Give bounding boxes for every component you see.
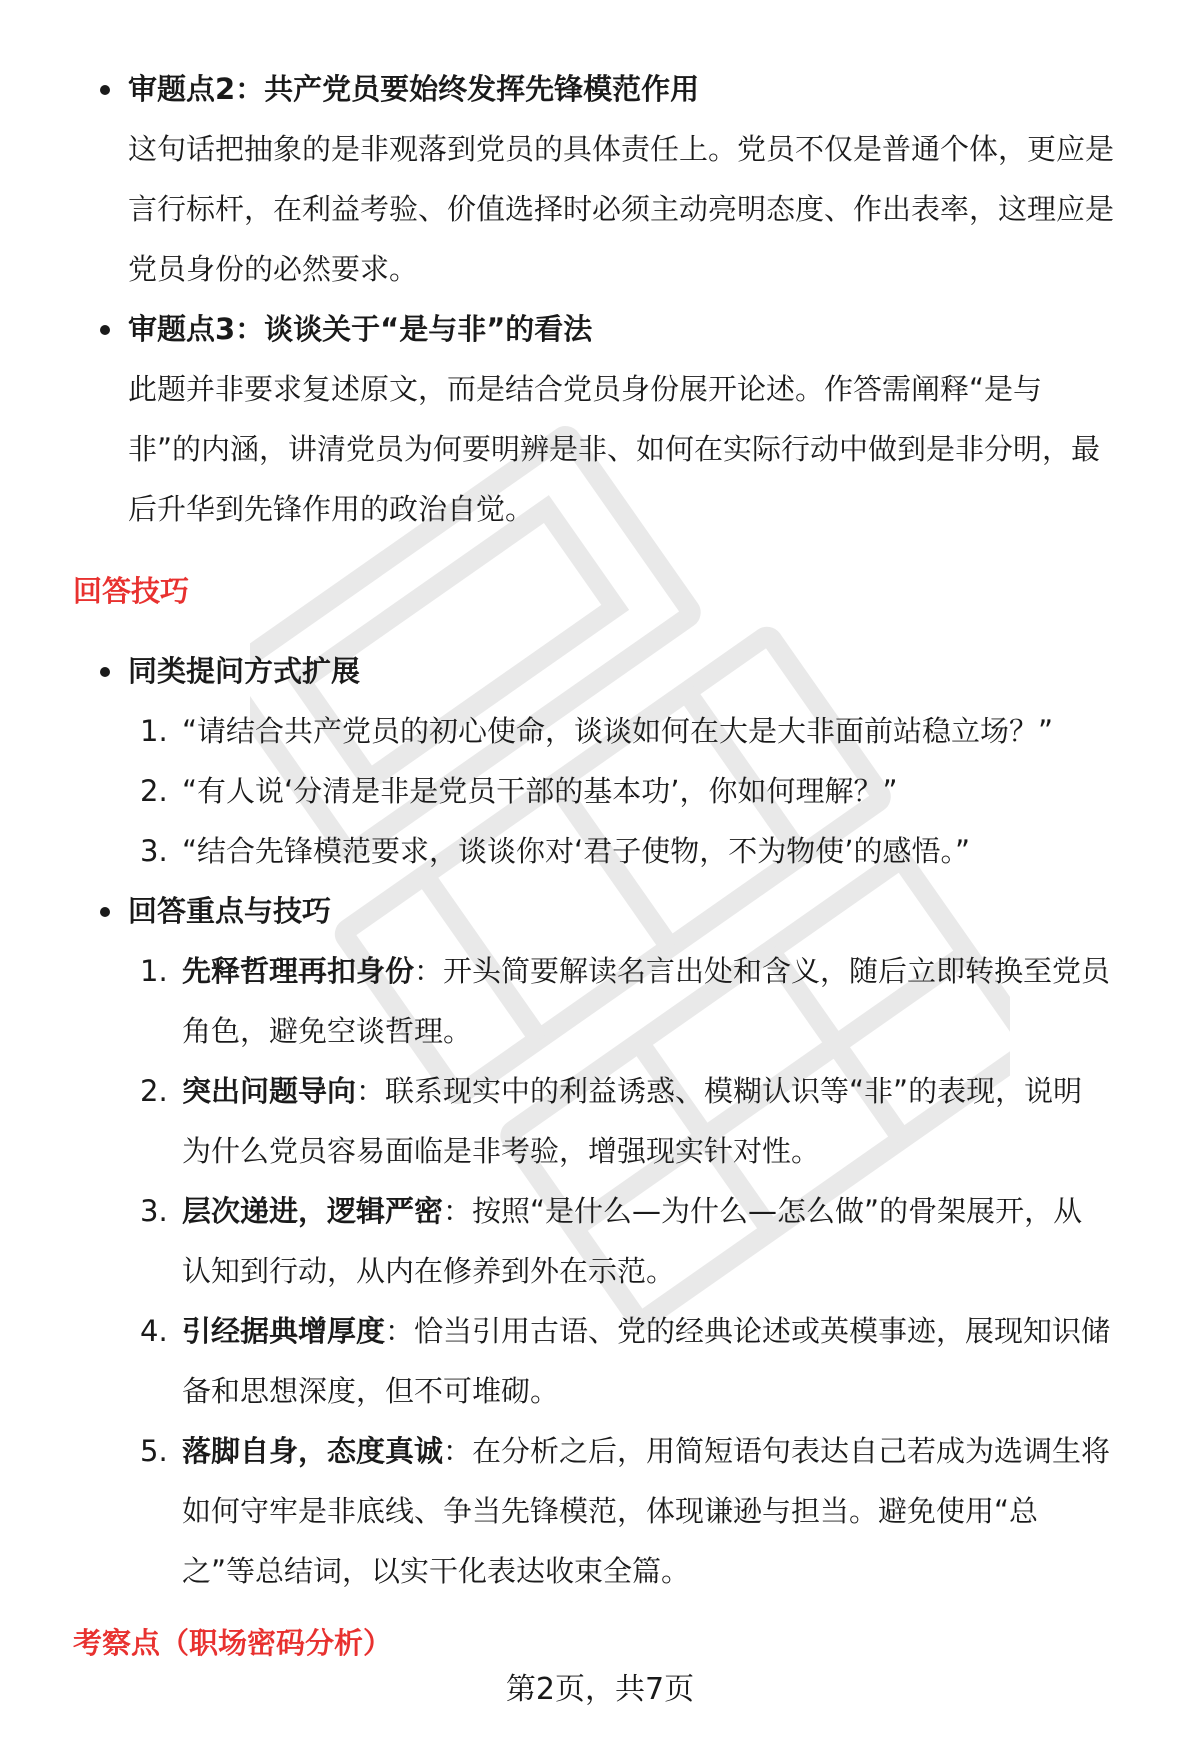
bullet-dot-icon bbox=[100, 325, 110, 335]
analysis-point-2-heading: 审题点2：共产党员要始终发挥先锋模范作用 bbox=[128, 59, 1138, 119]
bullet-dot-icon bbox=[100, 907, 110, 917]
tip-item: 2. 突出问题导向：联系现实中的利益诱惑、模糊认识等“非”的表现，说明 为什么党员容易面临是非考验，增强现实针对性。 bbox=[140, 1074, 1083, 1168]
analysis-point-3 bbox=[128, 299, 1138, 539]
analysis-point-2-line: 党员身份的必然要求。 bbox=[128, 252, 419, 286]
section-title-answer-tips: 回答技巧 bbox=[73, 574, 190, 608]
analysis-point-3-line: 非”的内涵，讲清党员为何要明辨是非、如何在实际行动中做到是非分明，最 bbox=[128, 432, 1101, 466]
tip-item: 3. 层次递进，逻辑严密：按照“是什么—为什么—怎么做”的骨架展开，从 认知到行动，从内在修养到外在示范。 bbox=[140, 1194, 1083, 1288]
analysis-point-2-line: 言行标杆，在利益考验、价值选择时必须主动亮明态度、作出表率，这理应是 bbox=[128, 192, 1115, 226]
page-number: 第2页，共7页 bbox=[505, 1672, 695, 1707]
bullet-dot-icon bbox=[100, 85, 110, 95]
tip-item: 1. 先释哲理再扣身份：开头简要解读名言出处和含义，随后立即转换至党员 角色，避免空谈哲理。 bbox=[140, 954, 1111, 1048]
analysis-point-2-line: 这句话把抽象的是非观落到党员的具体责任上。党员不仅是普通个体，更应是 bbox=[128, 132, 1115, 166]
section-title-exam-points: 考察点（职场密码分析） bbox=[73, 1626, 393, 1660]
similar-questions bbox=[128, 641, 1138, 881]
tip-item: 5. 落脚自身，态度真诚：在分析之后，用简短语句表达自己若成为选调生将 如何守牢是非底线、争当先锋模范，体现谦逊与担当。避免使用“总 之”等总结词，以实干化表达收束全篇。 bbox=[140, 1434, 1111, 1588]
similar-question-item: 1. “请结合共产党员的初心使命，谈谈如何在大是大非面前站稳立场？” bbox=[140, 714, 1054, 748]
similar-question-item: 3. “结合先锋模范要求，谈谈你对‘君子使物，不为物使’的感悟。” bbox=[140, 834, 970, 868]
similar-question-item: 2. “有人说‘分清是非是党员干部的基本功’，你如何理解？” bbox=[140, 774, 898, 808]
answer-tips-heading: 回答重点与技巧 bbox=[128, 881, 1138, 941]
analysis-point-3-line: 此题并非要求复述原文，而是结合党员身份展开论述。作答需阐释“是与 bbox=[128, 372, 1043, 406]
answer-tips bbox=[128, 881, 1138, 1601]
bullet-dot-icon bbox=[100, 667, 110, 677]
analysis-point-3-line: 后升华到先锋作用的政治自觉。 bbox=[128, 492, 535, 526]
analysis-point-2 bbox=[128, 59, 1138, 299]
similar-questions-heading: 同类提问方式扩展 bbox=[128, 641, 1138, 701]
tip-item: 4. 引经据典增厚度：恰当引用古语、党的经典论述或英模事迹，展现知识储 备和思想深度，但不可堆砌。 bbox=[140, 1314, 1111, 1408]
analysis-point-3-heading: 审题点3：谈谈关于“是与非”的看法 bbox=[128, 299, 1138, 359]
